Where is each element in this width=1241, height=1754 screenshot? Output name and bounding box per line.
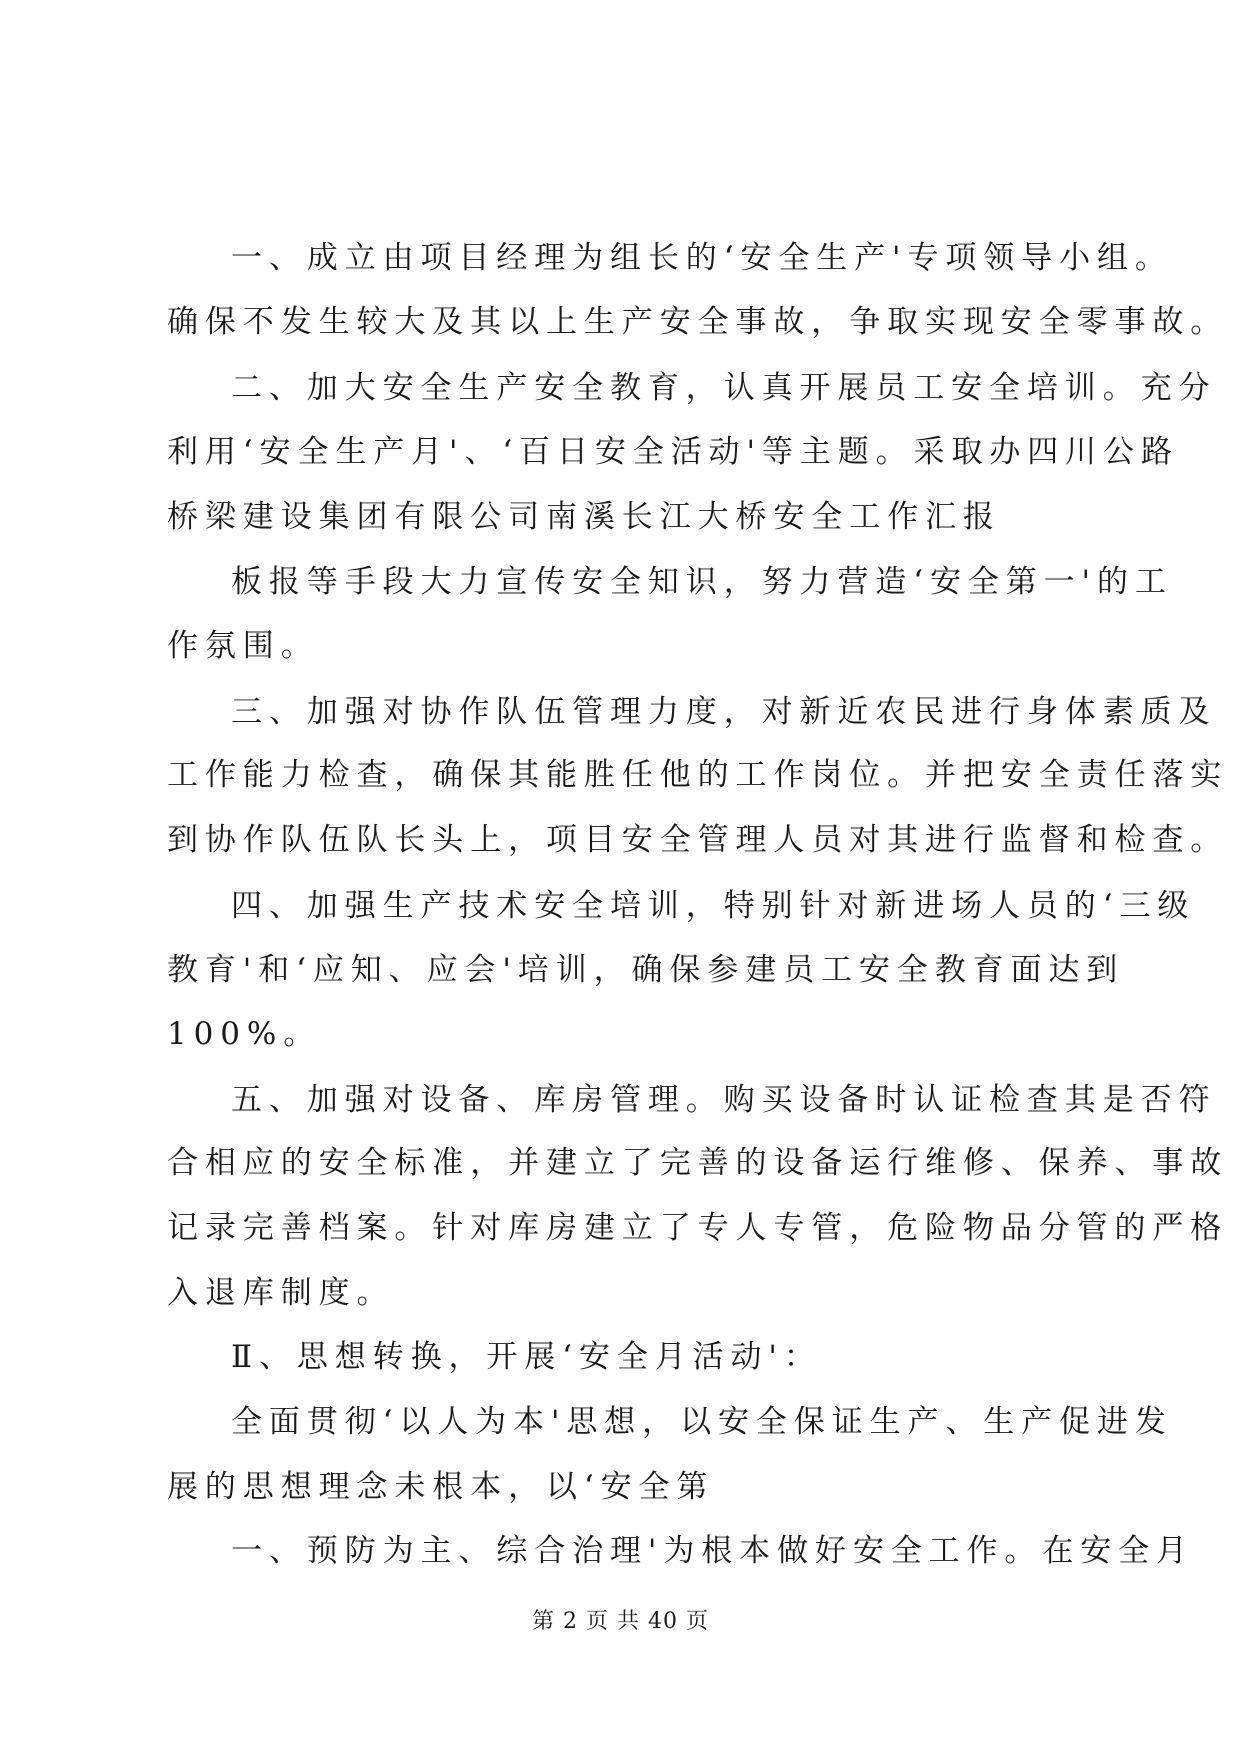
paragraph-6-line-3: 记录完善档案。针对库房建立了专人专管，危险物品分管的严格 [167, 1210, 1229, 1246]
paragraph-6-line-2: 合相应的安全标准，并建立了完善的设备运行维修、保养、事故 [167, 1145, 1229, 1181]
paragraph-7-line-1: 全面贯彻‘以人为本'思想，以安全保证生产、生产促进发 [231, 1404, 1173, 1440]
paragraph-5-line-3: 100%。 [167, 1016, 322, 1052]
paragraph-1-line-2: 确保不发生较大及其以上生产安全事故，争取实现安全零事故。 [167, 304, 1229, 340]
paragraph-8-line-1: 一、预防为主、综合治理'为根本做好安全工作。在安全月 [231, 1533, 1194, 1569]
paragraph-2-line-2: 利用‘安全生产月'、‘百日安全活动'等主题。采取办四川公路 [167, 434, 1179, 470]
paragraph-3-line-2: 作氛围。 [167, 628, 319, 664]
paragraph-3-line-1: 板报等手段大力宣传安全知识，努力营造‘安全第一'的工 [231, 564, 1173, 600]
paragraph-4-line-3: 到协作队伍队长头上，项目安全管理人员对其进行监督和检查。 [167, 822, 1229, 858]
paragraph-4-line-2: 工作能力检查，确保其能胜任他的工作岗位。并把安全责任落实 [167, 757, 1229, 793]
paragraph-6-line-4: 入退库制度。 [167, 1275, 395, 1311]
paragraph-5-line-2: 教育'和‘应知、应会'培训，确保参建员工安全教育面达到 [167, 952, 1125, 988]
paragraph-5-line-1: 四、加强生产技术安全培训，特别针对新进场人员的‘三级 [231, 888, 1196, 924]
paragraph-7-line-2: 展的思想理念未根本，以‘安全第 [167, 1469, 715, 1505]
paragraph-6-line-1: 五、加强对设备、库房管理。购买设备时认证检查其是否符 [231, 1082, 1217, 1118]
paragraph-4-line-1: 三、加强对协作队伍管理力度，对新近农民进行身体素质及 [231, 694, 1217, 730]
section-heading: Ⅱ、思想转换，开展‘安全月活动'： [231, 1339, 822, 1375]
paragraph-2-line-1: 二、加大安全生产安全教育，认真开展员工安全培训。充分 [231, 370, 1217, 406]
paragraph-1-line-1: 一、成立由项目经理为组长的‘安全生产'专项领导小组。 [231, 240, 1173, 276]
page-footer: 第 2 页 共 40 页 [532, 1609, 709, 1634]
paragraph-2-line-3: 桥梁建设集团有限公司南溪长江大桥安全工作汇报 [167, 499, 1001, 535]
